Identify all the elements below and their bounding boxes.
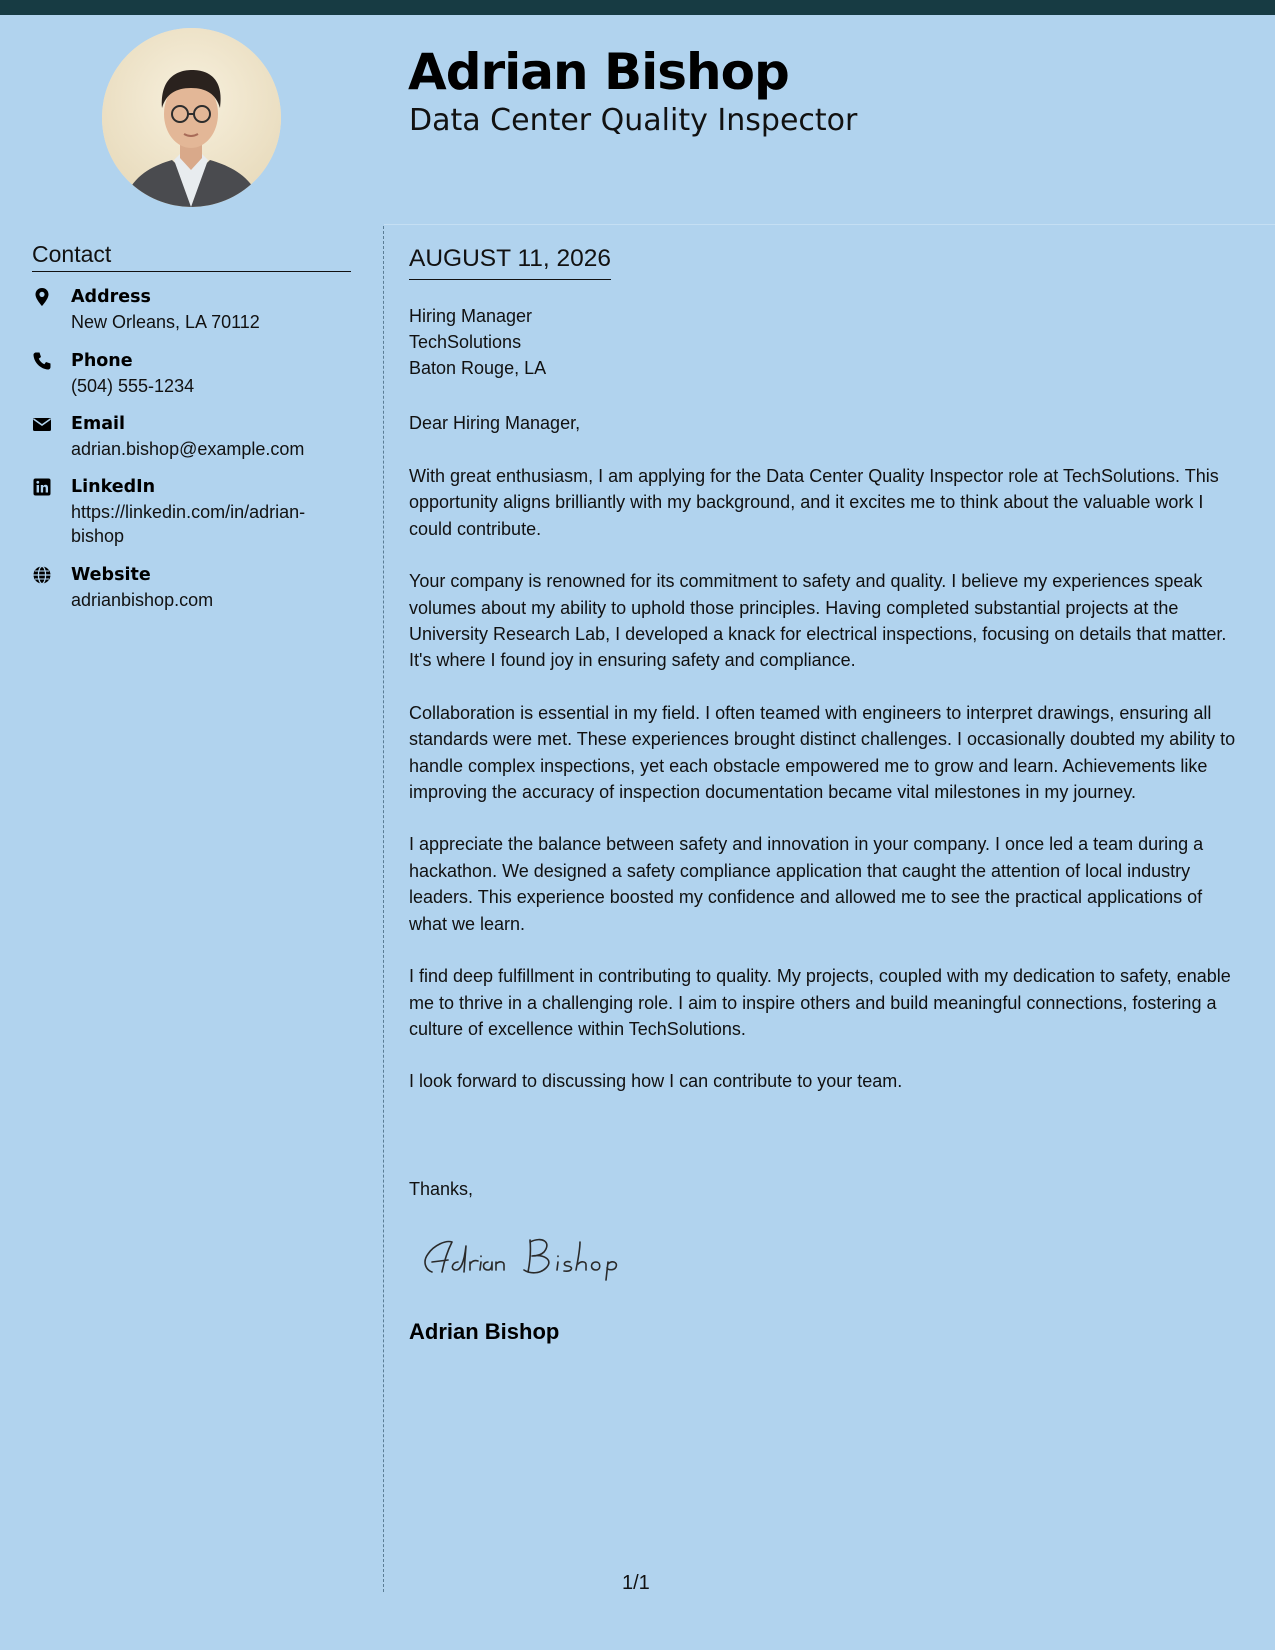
linkedin-icon [32,477,52,497]
page-number: 1/1 [622,1572,650,1594]
contact-value: (504) 555-1234 [71,376,195,396]
column-divider [383,226,384,1592]
contact-label: Address [71,287,151,307]
contact-value: adrian.bishop@example.com [71,439,305,459]
envelope-icon [32,414,52,434]
recipient-block [409,303,546,381]
handwritten-signature [418,1232,663,1282]
contact-value: https://linkedin.com/in/adrian-bishop [71,502,306,546]
top-bar [0,0,1275,15]
letter-date: AUGUST 11, 2026 [409,244,611,280]
recipient-line: Baton Rouge, LA [409,358,547,378]
contact-value: New Orleans, LA 70112 [71,312,260,332]
contact-label: Website [71,565,151,585]
job-title: Data Center Quality Inspector [409,103,858,138]
letter-body [409,463,1245,1121]
globe-icon [32,565,52,585]
recipient-line: TechSolutions [409,332,522,352]
body-paragraph: I appreciate the balance between safety and innovation in your company. I once led a team during a hackathon. We designed a safety compliance application that caught the attention of local industry leaders. This experience boosted my confidence and allowed me to see the practical applications of what we learn. [409,834,1204,934]
body-paragraph: I find deep fulfillment in contributing to quality. My projects, coupled with my dedication to safety, enable me to thrive in a challenging role. I aim to inspire others and build meaningful connections, fostering a culture of excellence within TechSolutions. [409,966,1231,1039]
contact-label: LinkedIn [71,477,156,497]
contact-label: Email [71,414,125,434]
contact-value: adrianbishop.com [71,590,214,610]
body-paragraph: With great enthusiasm, I am applying for the Data Center Quality Inspector role at TechSolutions. This opportunity aligns brilliantly with my background, and it excites me to think about the valuable work I could contribute. [409,466,1219,539]
body-paragraph: I look forward to discussing how I can contribute to your team. [409,1071,903,1092]
body-paragraph: Collaboration is essential in my field. I often teamed with engineers to interpret drawings, ensuring all standards were met. These experiences brought distinct challenges. I occasionally doubted my ability to handle complex inspections, yet each obstacle empowered me to grow and learn. Achievements like improving the accuracy of inspection documentation became vital milestones in my journey. [409,702,1236,803]
header-divider [384,224,1275,225]
signer-name: Adrian Bishop [409,1319,560,1344]
contact-label: Phone [71,351,133,371]
salutation: Dear Hiring Manager, [409,413,581,433]
candidate-name: Adrian Bishop [408,43,789,101]
profile-photo [102,28,281,207]
closing: Thanks, [409,1179,474,1199]
contact-heading: Contact [32,240,351,272]
recipient-line: Hiring Manager [409,306,533,326]
map-pin-icon [32,287,52,307]
body-paragraph: Your company is renowned for its commitment to safety and quality. I believe my experiences speak volumes about my ability to uphold those principles. Having completed substantial projects at the University Research Lab, I developed a knack for electrical inspections, focusing on details that matter. It's where I found joy in ensuring safety and compliance. [409,571,1227,671]
phone-icon [32,351,52,371]
